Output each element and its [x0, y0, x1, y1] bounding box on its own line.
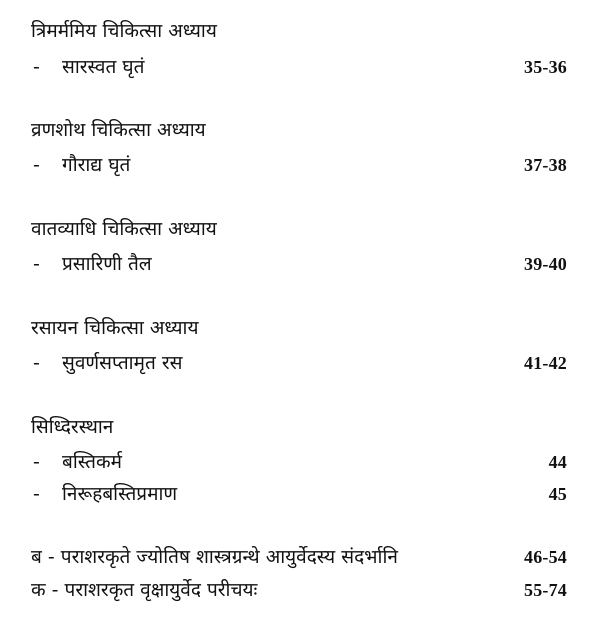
entry-label: निरूहबस्तिप्रमाण	[62, 483, 178, 505]
entry-label: प्रसारिणी तैल	[62, 253, 152, 275]
page-number: 45	[548, 484, 567, 504]
section-heading: रसायन चिकित्सा अध्याय	[31, 317, 199, 339]
list-item	[0, 153, 600, 177]
list-item	[0, 545, 600, 569]
page-number: 44	[548, 452, 567, 472]
appendix-label: क - पराशरकृत वृक्षायुर्वेद परीचयः	[31, 579, 258, 601]
appendix-label: ब - पराशरकृते ज्योतिष शास्त्रग्रन्थे आयुर्वेदस्य संदर्भानि	[31, 546, 398, 568]
entry-dash: -	[33, 56, 40, 78]
page-number: 39-40	[524, 254, 567, 274]
list-item	[0, 578, 600, 602]
list-item	[0, 450, 600, 474]
entry-dash: -	[33, 253, 40, 275]
list-item	[0, 252, 600, 276]
page-number: 35-36	[524, 57, 567, 77]
entry-dash: -	[33, 451, 40, 473]
entry-dash: -	[33, 483, 40, 505]
entry-dash: -	[33, 352, 40, 374]
entry-label: बस्तिकर्म	[62, 451, 122, 473]
entry-label: सुवर्णसप्तामृत रस	[62, 352, 183, 374]
page-number: 46-54	[524, 547, 567, 567]
page-number: 55-74	[524, 580, 567, 600]
page-number: 37-38	[524, 155, 567, 175]
section-heading: वातव्याधि चिकित्सा अध्याय	[31, 218, 217, 240]
list-item	[0, 351, 600, 375]
entry-label: सारस्वत घृतं	[62, 56, 145, 78]
list-item	[0, 55, 600, 79]
entry-dash: -	[33, 154, 40, 176]
section-heading: सिध्दिरस्थान	[31, 416, 114, 438]
entry-label: गौराद्य घृतं	[62, 154, 131, 176]
section-heading: व्रणशोथ चिकित्सा अध्याय	[31, 119, 206, 141]
page-number: 41-42	[524, 353, 567, 373]
section-heading: त्रिमर्ममिय चिकित्सा अध्याय	[31, 20, 217, 42]
list-item	[0, 482, 600, 506]
